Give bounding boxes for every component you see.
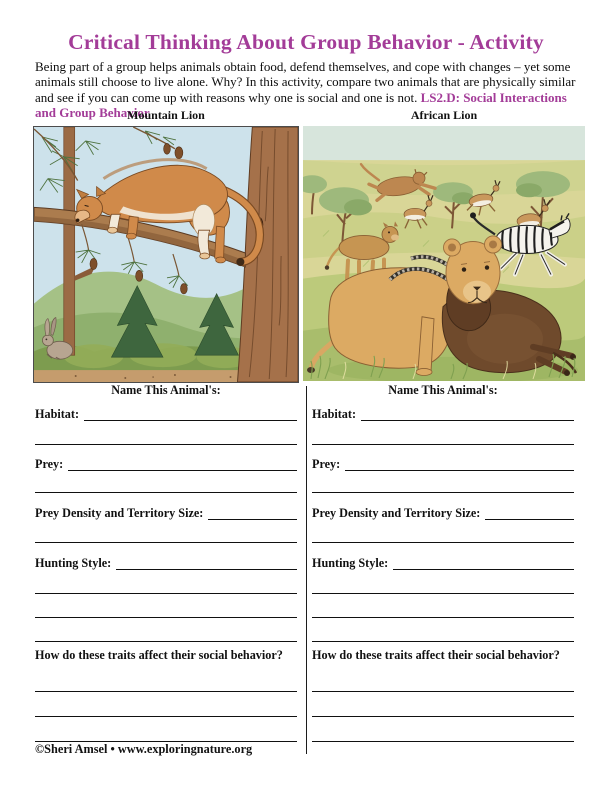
write-line	[35, 594, 297, 618]
field-label: Hunting Style:	[35, 556, 112, 571]
caption-african-lion: African Lion	[410, 108, 478, 122]
ngss-standard-tag: LS2.D: Social Interactions and Group Behavior	[35, 89, 567, 121]
african-lion-scene	[303, 126, 585, 381]
write-line	[84, 420, 297, 421]
write-line	[35, 421, 297, 445]
write-line	[208, 519, 297, 520]
write-line	[312, 520, 574, 543]
write-line	[312, 421, 574, 445]
form-column-mountain-lion	[35, 383, 297, 742]
write-line	[35, 520, 297, 543]
section-title: Name This Animal's:	[111, 383, 221, 397]
field-row-hunting-style	[35, 543, 297, 570]
write-line	[35, 717, 297, 742]
write-line	[312, 692, 574, 717]
field-label: Hunting Style:	[312, 556, 389, 571]
caption-mountain-lion: Mountain Lion	[127, 108, 205, 122]
write-line	[312, 618, 574, 642]
page-title: Critical Thinking About Group Behavior - Activity	[68, 30, 544, 54]
field-label: Prey:	[35, 457, 64, 472]
field-row-prey	[312, 445, 574, 471]
write-line	[345, 470, 574, 471]
field-row-habitat	[35, 400, 297, 421]
form-column-african-lion	[312, 383, 574, 742]
field-label: Prey Density and Territory Size:	[35, 506, 204, 521]
field-row-prey	[35, 445, 297, 471]
field-row-habitat	[312, 400, 574, 421]
write-line	[68, 470, 297, 471]
write-line	[35, 471, 297, 493]
write-line	[361, 420, 574, 421]
write-line	[35, 692, 297, 717]
social-behavior-question: How do these traits affect their social behavior?	[312, 648, 560, 662]
mountain-lion-scene	[34, 127, 298, 382]
write-line	[393, 569, 574, 570]
write-line	[312, 570, 574, 594]
write-line	[312, 471, 574, 493]
write-line	[35, 663, 297, 692]
section-title: Name This Animal's:	[388, 383, 498, 397]
field-row-prey-density	[312, 493, 574, 520]
social-behavior-question: How do these traits affect their social behavior?	[35, 648, 283, 662]
field-label: Prey Density and Territory Size:	[312, 506, 481, 521]
field-row-prey-density	[35, 493, 297, 520]
field-label: Prey:	[312, 457, 341, 472]
field-row-hunting-style	[312, 543, 574, 570]
field-label: Habitat:	[312, 407, 357, 422]
column-divider	[306, 386, 307, 754]
write-line	[312, 717, 574, 742]
african-lion-illustration	[303, 126, 585, 381]
mountain-lion-illustration	[33, 126, 299, 383]
write-line	[35, 618, 297, 642]
write-line	[312, 594, 574, 618]
intro-text: Being part of a group helps animals obtain food, defend themselves, and cope with changes – yet some animals still choose to live alone. Why? In this activity, compare two animals that are physically similar and see if you can come up with reasons why one is social and one is not.	[35, 59, 576, 105]
write-line	[35, 570, 297, 594]
field-label: Habitat:	[35, 407, 80, 422]
copyright-footer: ©Sheri Amsel • www.exploringnature.org	[35, 742, 253, 756]
write-line	[312, 663, 574, 692]
write-line	[485, 519, 574, 520]
write-line	[116, 569, 297, 570]
